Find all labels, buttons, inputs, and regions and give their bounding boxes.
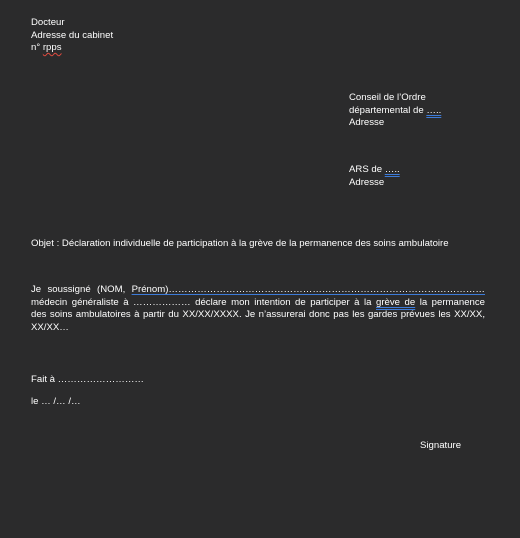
recipient-ars-address: Adresse [349, 176, 385, 188]
body-line-4: XX/XX… [31, 321, 69, 333]
recipient-ars-block [349, 164, 400, 189]
recipient-ordre-address: Adresse [349, 117, 385, 129]
sender-address: Adresse du cabinet [31, 29, 114, 41]
grammar-flag-blank: ….. [384, 164, 400, 175]
grammar-flag-blank: ….. [426, 104, 442, 116]
body-line-1-text: Je soussigné (NOM, [31, 284, 132, 295]
recipient-ars-name [349, 164, 400, 177]
grammar-flag-prenom [132, 284, 485, 295]
body-line-2 [31, 297, 485, 310]
recipient-ordre-department-label: départemental de [349, 104, 427, 116]
body-line-3: des soins ambulatoires à partir du XX/XX/XXXX. Je n’assurerai donc pas les gardes prévues les XX/XX, [31, 309, 485, 321]
sender-rpps-prefix: n° [31, 42, 43, 54]
spelling-flag-rpps: rpps [42, 42, 62, 54]
recipient-ordre-block [349, 92, 441, 130]
sender-title: Docteur [31, 17, 65, 28]
grammar-flag-greve: grève de [376, 296, 416, 308]
recipient-ordre-department [349, 105, 441, 118]
body-prenom: Prénom) [131, 284, 169, 295]
recipient-ars-label: ARS de [349, 164, 385, 175]
closing-place: Fait à ……………………… [31, 374, 145, 385]
closing-date: le … /… /… [31, 396, 81, 407]
body-name-blank: ……………………………………………………………………………………… [168, 284, 485, 295]
sender-block [31, 17, 113, 55]
sender-rpps [31, 42, 113, 55]
letter-body [31, 284, 485, 334]
body-line-2-text: médecin généraliste à ……………… déclare mon intention de participer à la [31, 296, 376, 308]
letter-subject: Objet : Déclaration individuelle de participation à la grève de la permanence des soins ambulatoire [31, 238, 449, 249]
body-line-2-end: la permanence [415, 296, 485, 308]
recipient-ordre-name: Conseil de l’Ordre [349, 92, 426, 103]
body-line-1 [31, 284, 485, 297]
signature-label: Signature [420, 440, 462, 451]
